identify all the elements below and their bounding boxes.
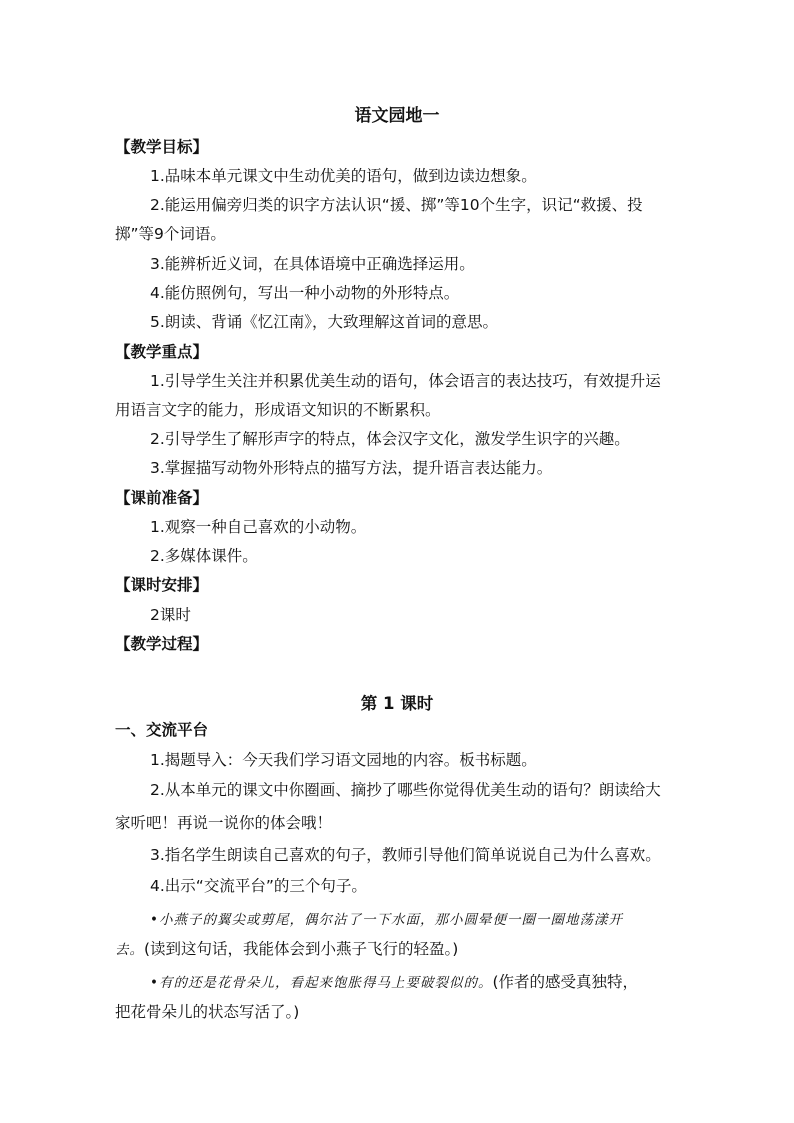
process-heading: 【教学过程】 bbox=[115, 635, 209, 653]
objective-item-4: 4.能仿照例句，写出一种小动物的外形特点。 bbox=[150, 284, 460, 302]
objectives-heading: 【教学目标】 bbox=[115, 138, 209, 156]
example-sentence-1-end: 去。 bbox=[115, 942, 144, 958]
teacher-comment-2: (作者的感受真独特， bbox=[492, 973, 639, 991]
focus-item-3: 3.掌握描写动物外形特点的描写方法，提升语言表达能力。 bbox=[150, 459, 553, 477]
step-item-1: 1.揭题导入：今天我们学习语文园地的内容。板书标题。 bbox=[150, 751, 537, 769]
objective-item-5: 5.朗读、背诵《忆江南》，大致理解这首词的意思。 bbox=[150, 313, 499, 331]
focus-item-2: 2.引导学生了解形声字的特点，体会汉字文化，激发学生识字的兴趣。 bbox=[150, 430, 630, 448]
schedule-value: 2课时 bbox=[150, 606, 191, 624]
objective-item-2: 2.能运用偏旁归类的识字方法认识“援、掷”等10个生字，识记“救援、投 bbox=[150, 196, 643, 214]
teacher-comment-2-cont: 把花骨朵儿的状态写活了。) bbox=[115, 1003, 300, 1021]
page-title: 语文园地一 bbox=[354, 106, 440, 126]
objective-item-1: 1.品味本单元课文中生动优美的语句，做到边读边想象。 bbox=[150, 167, 537, 185]
preparation-item-2: 2.多媒体课件。 bbox=[150, 547, 258, 565]
step-item-4: 4.出示“交流平台”的三个句子。 bbox=[150, 877, 367, 895]
teacher-comment-1: (读到这句话，我能体会到小燕子飞行的轻盈。) bbox=[144, 940, 459, 958]
exchange-platform-heading: 一、交流平台 bbox=[115, 721, 209, 739]
preparation-item-1: 1.观察一种自己喜欢的小动物。 bbox=[150, 518, 367, 536]
step-item-2-cont: 家听吧！再说一说你的体会哦！ bbox=[115, 814, 333, 832]
focus-heading: 【教学重点】 bbox=[115, 343, 209, 361]
step-item-2: 2.从本单元的课文中你圈画、摘抄了哪些你觉得优美生动的语句？朗读给大 bbox=[150, 781, 661, 799]
focus-item-1: 1.引导学生关注并积累优美生动的语句，体会语言的表达技巧，有效提升运 bbox=[150, 372, 661, 390]
lesson-title: 第 1 课时 bbox=[360, 694, 434, 713]
step-item-3: 3.指名学生朗读自己喜欢的句子，教师引导他们简单说说自己为什么喜欢。 bbox=[150, 846, 661, 864]
objective-item-3: 3.能辨析近义词，在具体语境中正确选择运用。 bbox=[150, 255, 475, 273]
objective-item-2-cont: 掷”等9个词语。 bbox=[115, 225, 226, 243]
preparation-heading: 【课前准备】 bbox=[115, 489, 209, 507]
example-sentence-2-line bbox=[150, 970, 638, 992]
example-sentence-2: •有的还是花骨朵儿，看起来饱胀得马上要破裂似的。 bbox=[150, 975, 493, 991]
example-sentence-1-cont bbox=[115, 937, 458, 959]
schedule-heading: 【课时安排】 bbox=[115, 576, 209, 594]
focus-item-1-cont: 用语言文字的能力，形成语文知识的不断累积。 bbox=[115, 401, 441, 419]
example-sentence-1: •小燕子的翼尖或剪尾，偶尔沾了一下水面，那小圆晕便一圈一圈地荡漾开 bbox=[150, 912, 623, 928]
